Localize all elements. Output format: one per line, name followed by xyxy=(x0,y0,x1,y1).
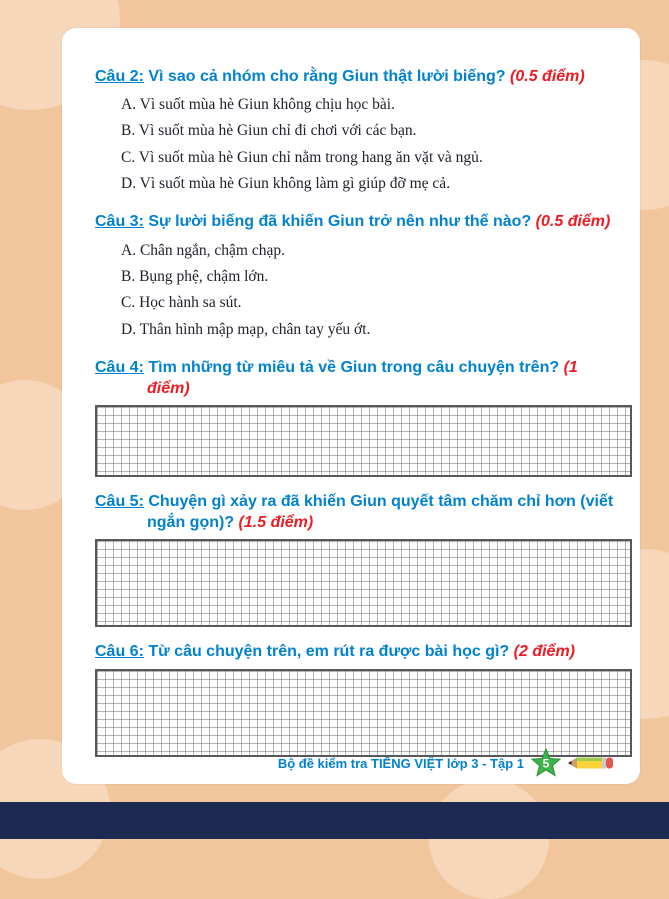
option-c[interactable]: C. Vì suốt mùa hè Giun chỉ nằm trong hang ăn vặt và ngủ. xyxy=(121,148,483,166)
pencil-icon xyxy=(568,755,614,771)
option-d[interactable]: D. Vì suốt mùa hè Giun không làm gì giúp đỡ mẹ cả. xyxy=(121,175,451,193)
question-text: Sự lười biếng đã khiến Giun trở nên như thế nào? xyxy=(148,213,532,231)
question-heading xyxy=(95,641,632,662)
question-points: (0.5 điểm) xyxy=(510,68,585,85)
option-d[interactable]: D. Thân hình mập mạp, chân tay yếu ớt. xyxy=(121,320,371,338)
series-title: Bộ đề kiểm tra TIẾNG VIỆT lớp 3 - Tập 1 xyxy=(277,755,524,771)
page-number: 5 xyxy=(542,756,550,771)
options-list xyxy=(95,238,632,343)
question-points: (2 điểm) xyxy=(513,643,575,661)
page-number-star xyxy=(531,748,561,778)
star-icon xyxy=(531,748,561,778)
question-text: Tìm những từ miêu tả về Giun trong câu chuyện trên? xyxy=(148,358,560,376)
question-label: Câu 2: xyxy=(95,68,144,85)
answer-grid-cau5[interactable] xyxy=(95,539,632,627)
question-heading xyxy=(95,357,632,399)
question-heading xyxy=(95,211,632,232)
question-label: Câu 3: xyxy=(95,213,144,231)
option-a[interactable]: A. Chân ngắn, chậm chạp. xyxy=(121,241,285,259)
option-c[interactable]: C. Học hành sa sút. xyxy=(121,294,242,312)
question-4 xyxy=(95,357,632,477)
question-2 xyxy=(95,66,632,197)
question-5 xyxy=(95,491,632,627)
question-points: (1.5 điểm) xyxy=(238,514,314,532)
answer-grid-cau4[interactable] xyxy=(95,405,632,477)
options-list xyxy=(95,92,632,197)
question-heading xyxy=(95,66,632,87)
question-text: Vì sao cả nhóm cho rằng Giun thật lười biếng? xyxy=(148,68,506,85)
question-label: Câu 4: xyxy=(95,358,144,376)
question-label: Câu 5: xyxy=(95,493,144,511)
page-footer xyxy=(278,748,614,778)
question-points: (1 điểm) xyxy=(147,358,578,398)
question-text: Từ câu chuyện trên, em rút ra được bài học gì? xyxy=(148,643,510,661)
background-blob xyxy=(429,779,549,899)
option-a[interactable]: A. Vì suốt mùa hè Giun không chịu học bài. xyxy=(121,96,395,114)
question-heading xyxy=(95,491,632,533)
question-text: Chuyện gì xảy ra đã khiến Giun quyết tâm chăm chỉ hơn (viết ngắn gọn)? xyxy=(147,493,614,532)
worksheet-page xyxy=(62,28,640,784)
question-label: Câu 6: xyxy=(95,643,144,661)
answer-grid-cau6[interactable] xyxy=(95,669,632,757)
question-points: (0.5 điểm) xyxy=(535,213,611,231)
option-b[interactable]: B. Vì suốt mùa hè Giun chỉ đi chơi với các bạn. xyxy=(121,122,417,140)
question-3 xyxy=(95,211,632,342)
question-6 xyxy=(95,641,632,756)
option-b[interactable]: B. Bụng phệ, chậm lớn. xyxy=(121,267,269,285)
bottom-navy-bar xyxy=(0,802,669,839)
